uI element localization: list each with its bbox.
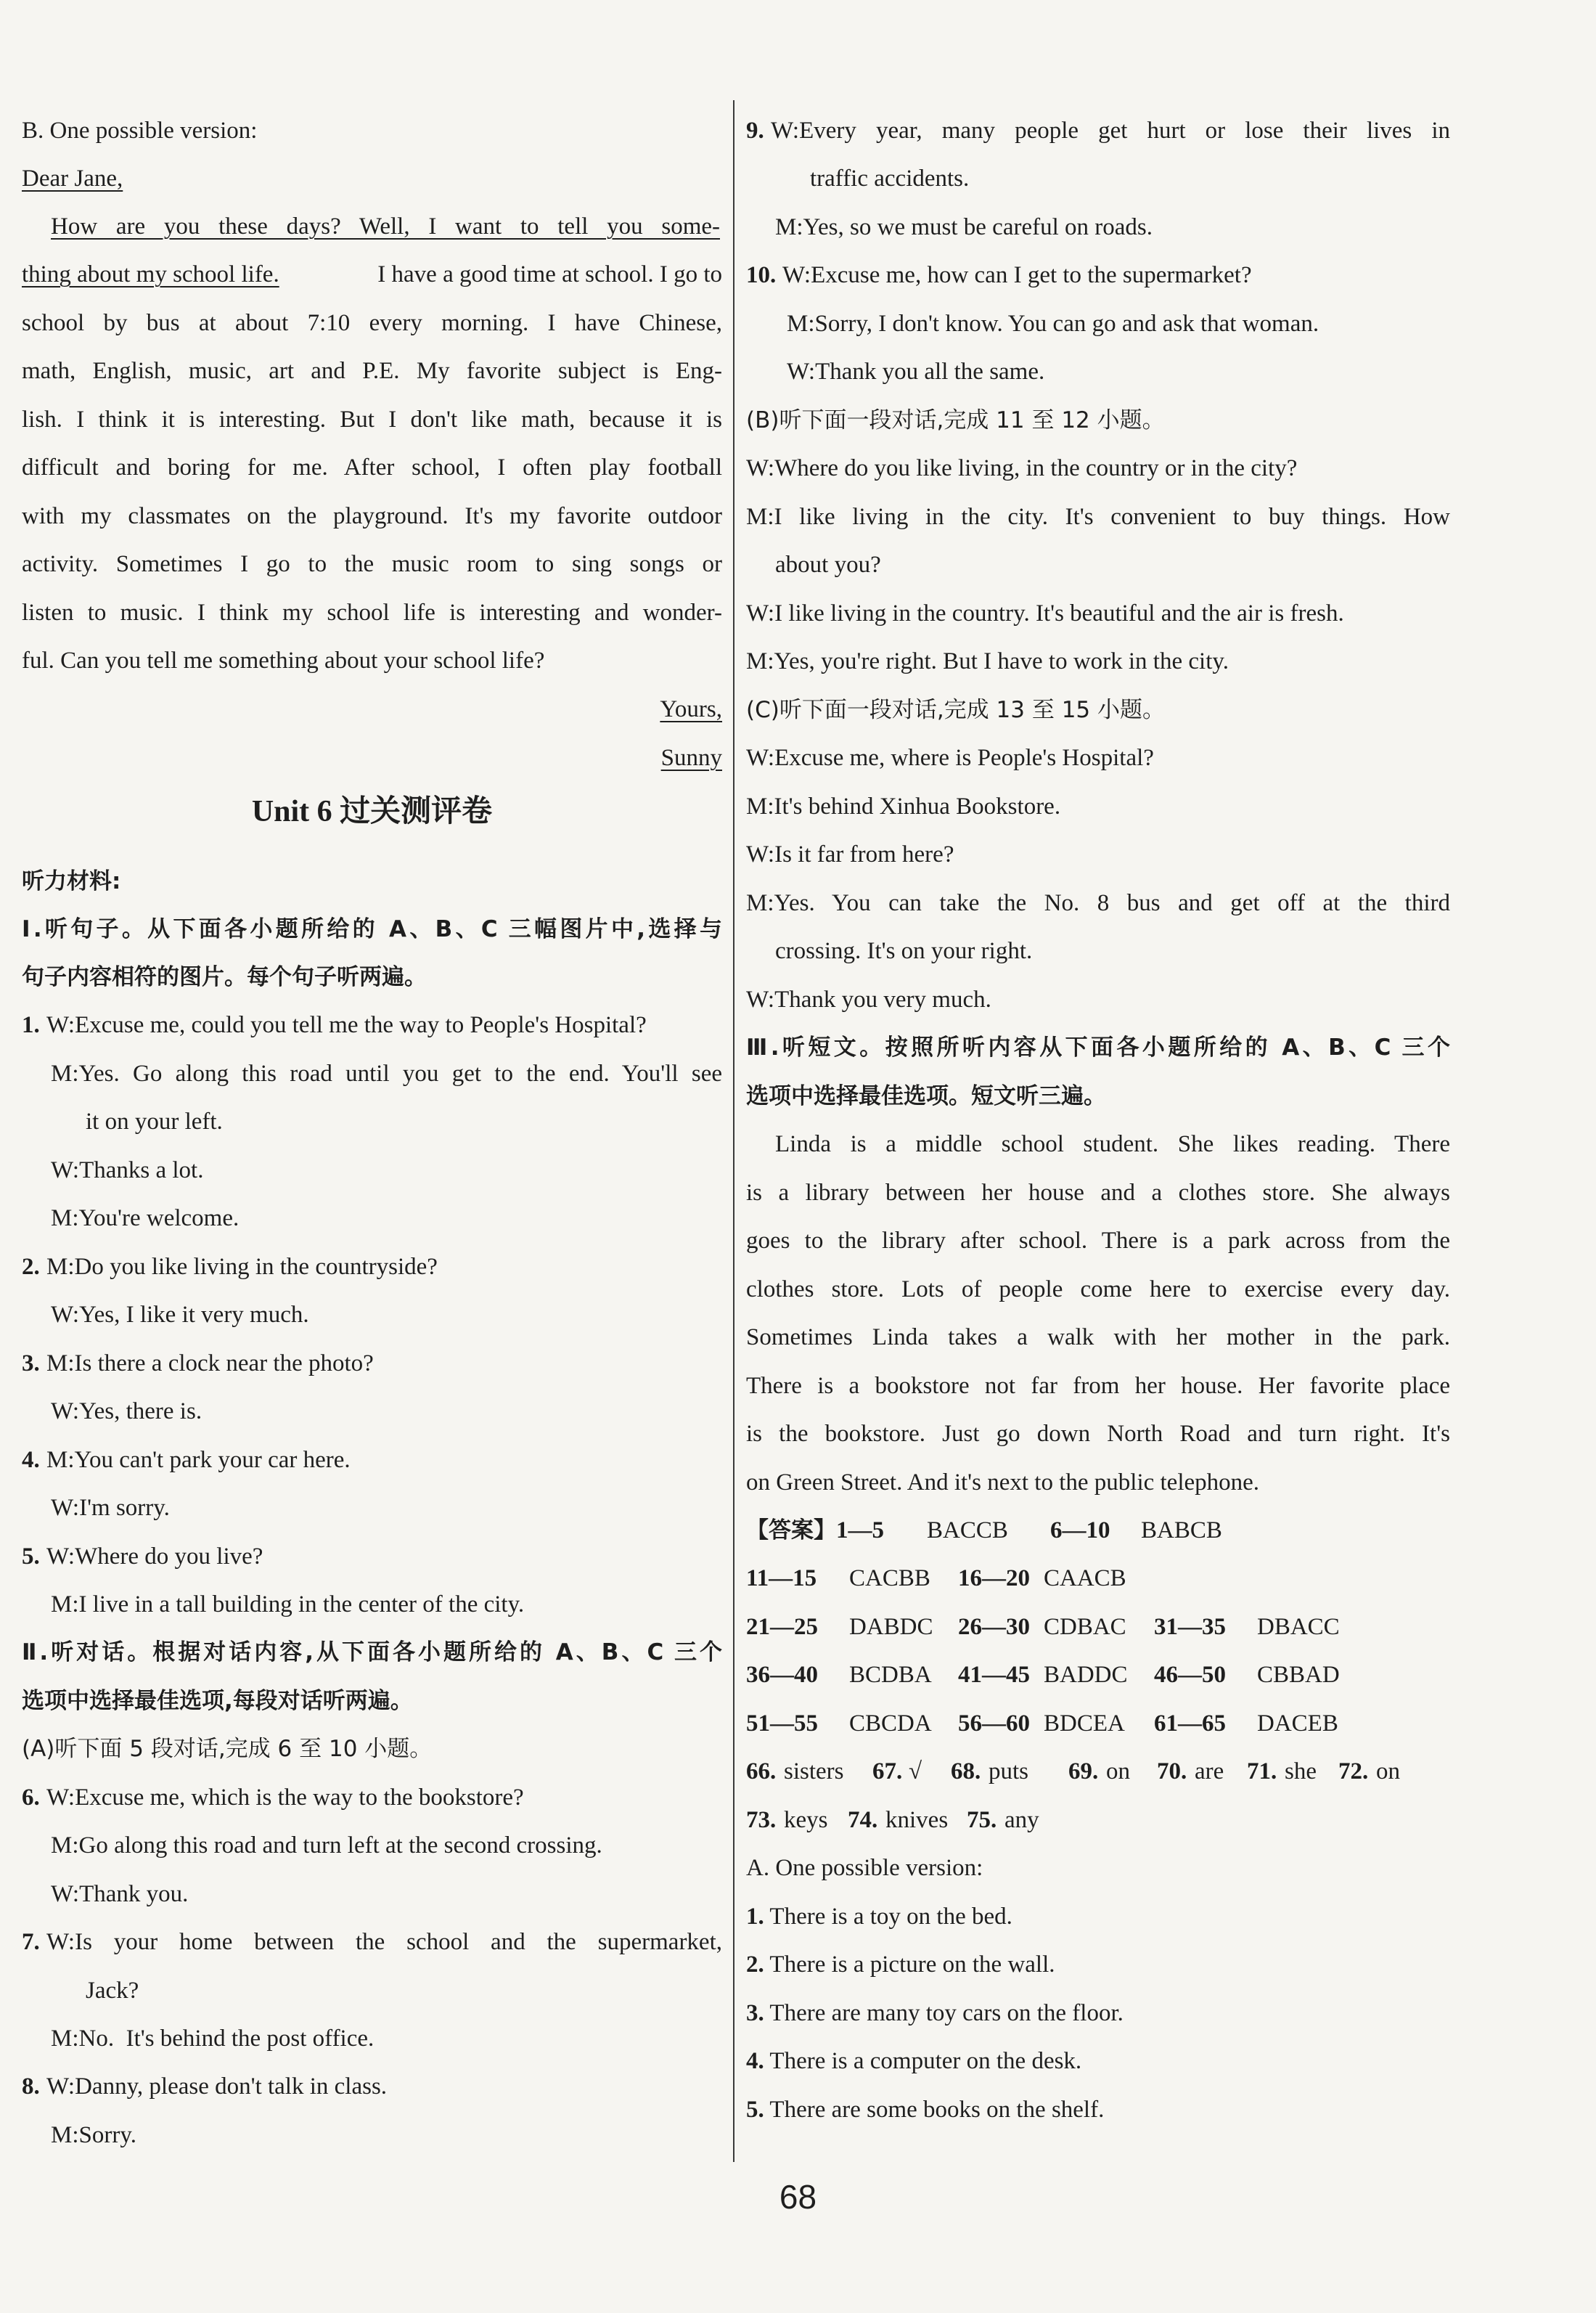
answer-range: 11—15 — [746, 1565, 817, 1591]
sentence-item — [746, 2094, 1104, 2126]
question-number: 4. — [22, 1447, 40, 1473]
answer-value: CDBAC — [1044, 1614, 1126, 1640]
dialogue-line: Jack? — [86, 1978, 139, 2004]
section-2-heading: Ⅱ.听对话。根据对话内容,从下面各小题所给的 A、B、C 三个 — [22, 1639, 722, 1665]
fill-number: 72. — [1338, 1758, 1369, 1784]
answer-range: 41—45 — [958, 1662, 1030, 1688]
answer-value: DBACC — [1257, 1614, 1340, 1640]
sentence-number: 2. — [746, 1951, 764, 1978]
fill-number: 74. — [848, 1807, 878, 1833]
answer-value: BDCEA — [1044, 1710, 1125, 1737]
dialogue-line: about you? — [775, 552, 881, 578]
section-2-heading-cont: 选项中选择最佳选项,每段对话听两遍。 — [22, 1688, 413, 1714]
unit-title: Unit 6 过关测评卷 — [251, 795, 493, 828]
page-number: 68 — [779, 2178, 817, 2216]
letter-line: ful. Can you tell me something about your school life? — [22, 648, 545, 674]
fill-value: are — [1195, 1758, 1224, 1784]
listening-label: 听力材料: — [22, 868, 121, 894]
sentence-text: There is a toy on the bed. — [769, 1904, 1012, 1930]
dialogue-line: M:Is there a clock near the photo? — [46, 1350, 374, 1376]
dialogue-line: W:Every year, many people get hurt or lose their lives in — [771, 118, 1450, 144]
dialogue-line: M:Yes, you're right. But I have to work in the city. — [746, 648, 1229, 674]
sentence-number: 4. — [746, 2048, 764, 2074]
letter-line: difficult and boring for me. After school, I often play football — [22, 454, 722, 481]
dialogue-line: W:Excuse me, where is People's Hospital? — [746, 745, 1154, 771]
dialogue-line: M:Sorry. — [51, 2122, 136, 2148]
passage-line: is a library between her house and a clothes store. She always — [746, 1180, 1450, 1206]
dialogue-line: M:You can't park your car here. — [46, 1447, 351, 1473]
passage-line: is the bookstore. Just go down North Road and turn right. It's — [746, 1421, 1450, 1447]
letter-line: school by bus at about 7:10 every morning. I have Chinese, — [22, 310, 722, 336]
passage-line: There is a bookstore not far from her house. Her favorite place — [746, 1373, 1450, 1399]
dialogue-line: W:Thank you very much. — [746, 987, 991, 1013]
question-number: 1. — [22, 1012, 40, 1038]
answer-row — [746, 1514, 1222, 1546]
dialogue-line: M:I like living in the city. It's convenient to buy things. How — [746, 504, 1450, 530]
question-number: 9. — [746, 118, 764, 144]
sentence-item — [746, 1997, 1124, 2029]
dialogue-line: M:Yes. Go along this road until you get to the end. You'll see — [51, 1061, 722, 1087]
fill-value: sisters — [784, 1758, 844, 1784]
dialogue-line: M:Sorry, I don't know. You can go and ask that woman. — [787, 311, 1319, 337]
sentence-item — [746, 1949, 1055, 1980]
fill-value: knives — [885, 1807, 949, 1833]
answer-value: CBCDA — [849, 1710, 932, 1737]
fill-value: √ — [909, 1758, 922, 1784]
fill-number: 75. — [967, 1807, 997, 1833]
dialogue-line: M:You're welcome. — [51, 1205, 240, 1231]
dialogue-line: W:Is your home between the school and the supermarket, — [46, 1929, 722, 1955]
answer-value: BACCB — [927, 1517, 1008, 1543]
question-number: 8. — [22, 2073, 40, 2100]
column-divider — [733, 100, 734, 2162]
sentence-item — [746, 2045, 1081, 2077]
dialogue-line: W:Excuse me, how can I get to the supermarket? — [782, 262, 1252, 288]
fill-value: on — [1376, 1758, 1400, 1784]
letter-line: math, English, music, art and P.E. My favorite subject is Eng- — [22, 358, 722, 384]
answer-value: DABDC — [849, 1614, 933, 1640]
sentence-text: There is a computer on the desk. — [769, 2048, 1082, 2074]
dialogue-line: W:Yes, I like it very much. — [51, 1302, 309, 1328]
dialogue-line: M:I live in a tall building in the center of the city. — [51, 1591, 525, 1618]
part-c-heading: (C)听下面一段对话,完成 13 至 15 小题。 — [746, 697, 1165, 723]
dialogue-line: M:It's behind Xinhua Bookstore. — [746, 794, 1061, 820]
letter-signature: Sunny — [660, 745, 722, 771]
letter-closing: Yours, — [660, 696, 722, 722]
letter-underlined: thing about my school life. — [22, 261, 279, 287]
sentence-number: 3. — [746, 2000, 764, 2026]
answer-value: BADDC — [1044, 1662, 1128, 1688]
question-number: 6. — [22, 1784, 40, 1811]
question-number: 7. — [22, 1929, 40, 1955]
dialogue-line: W:Where do you live? — [46, 1543, 263, 1570]
answer-value: DACEB — [1257, 1710, 1338, 1737]
fill-answer-row — [746, 1755, 1400, 1787]
passage-line: Sometimes Linda takes a walk with her mother in the park. — [746, 1324, 1450, 1350]
sentence-item — [746, 1901, 1012, 1933]
sentence-number: 5. — [746, 2097, 764, 2123]
dialogue-line: W:Yes, there is. — [51, 1398, 202, 1424]
fill-number: 71. — [1247, 1758, 1277, 1784]
answer-range: 16—20 — [958, 1565, 1030, 1591]
question-number: 10. — [746, 262, 777, 288]
section-3-heading-cont: 选项中选择最佳选项。短文听三遍。 — [746, 1083, 1106, 1109]
letter-line-rest: I have a good time at school. I go to — [372, 261, 722, 287]
answer-range: 51—55 — [746, 1710, 818, 1737]
answer-row — [746, 1611, 1340, 1643]
passage-line: on Green Street. And it's next to the public telephone. — [746, 1469, 1260, 1496]
version-a-intro: A. One possible version: — [746, 1855, 983, 1881]
letter-greeting: Dear Jane, — [22, 166, 123, 192]
answer-range: 1—5 — [836, 1517, 884, 1543]
answers-label: 【答案】 — [746, 1517, 836, 1543]
fill-number: 73. — [746, 1807, 777, 1833]
letter-line: How are you these days? Well, I want to tell you some- — [51, 213, 720, 240]
answer-range: 6—10 — [1050, 1517, 1110, 1543]
fill-number: 66. — [746, 1758, 777, 1784]
question-number: 3. — [22, 1350, 40, 1376]
answer-value: BCDBA — [849, 1662, 932, 1688]
fill-value: keys — [784, 1807, 828, 1833]
dialogue-line: traffic accidents. — [810, 166, 970, 192]
fill-number: 67. — [872, 1758, 903, 1784]
letter-line: with my classmates on the playground. It's my favorite outdoor — [22, 503, 722, 529]
fill-value: puts — [989, 1758, 1029, 1784]
fill-number: 70. — [1157, 1758, 1187, 1784]
letter-line — [22, 258, 722, 290]
letter-line: lish. I think it is interesting. But I don't like math, because it is — [22, 407, 722, 433]
dialogue-line: crossing. It's on your right. — [775, 938, 1033, 964]
fill-number: 68. — [951, 1758, 981, 1784]
fill-number: 69. — [1068, 1758, 1099, 1784]
passage-line: Linda is a middle school student. She likes reading. There — [775, 1131, 1450, 1157]
answer-range: 56—60 — [958, 1710, 1030, 1737]
answer-range: 26—30 — [958, 1614, 1030, 1640]
section-1-heading-cont: 句子内容相符的图片。每个句子听两遍。 — [22, 964, 427, 990]
dialogue-line: W:Is it far from here? — [746, 841, 954, 868]
dialogue-line: M:Do you like living in the countryside? — [46, 1254, 438, 1280]
fill-answer-row — [746, 1804, 1039, 1836]
dialogue-line: W:Excuse me, could you tell me the way to People's Hospital? — [46, 1012, 647, 1038]
dialogue-line: W:I like living in the country. It's beautiful and the air is fresh. — [746, 600, 1344, 627]
letter-line: listen to music. I think my school life is interesting and wonder- — [22, 600, 722, 626]
passage-line: clothes store. Lots of people come here to exercise every day. — [746, 1276, 1450, 1302]
sentence-text: There are some books on the shelf. — [769, 2097, 1105, 2123]
section-1-heading: Ⅰ.听句子。从下面各小题所给的 A、B、C 三幅图片中,选择与 — [22, 916, 722, 942]
section-3-heading: Ⅲ.听短文。按照所听内容从下面各小题所给的 A、B、C 三个 — [746, 1035, 1450, 1061]
fill-value: on — [1106, 1758, 1130, 1784]
dialogue-line: W:Thank you all the same. — [787, 359, 1045, 385]
sentence-number: 1. — [746, 1904, 764, 1930]
dialogue-line: W:Danny, please don't talk in class. — [46, 2073, 388, 2100]
dialogue-line: W:Thanks a lot. — [51, 1157, 204, 1183]
sentence-text: There is a picture on the wall. — [769, 1951, 1055, 1978]
dialogue-line: W:Thank you. — [51, 1881, 189, 1907]
dialogue-line: W:Excuse me, which is the way to the bookstore? — [46, 1784, 524, 1811]
dialogue-line: it on your left. — [86, 1109, 223, 1135]
sentence-text: There are many toy cars on the floor. — [769, 2000, 1124, 2026]
dialogue-line: W:Where do you like living, in the country or in the city? — [746, 455, 1298, 481]
dialogue-line: M:Go along this road and turn left at the second crossing. — [51, 1832, 602, 1859]
answer-value: CACBB — [849, 1565, 930, 1591]
question-number: 2. — [22, 1254, 40, 1280]
dialogue-line: M:Yes. You can take the No. 8 bus and get off at the third — [746, 890, 1450, 916]
fill-value: she — [1285, 1758, 1317, 1784]
letter-intro: B. One possible version: — [22, 118, 258, 144]
letter-line: activity. Sometimes I go to the music room to sing songs or — [22, 551, 722, 577]
answer-range: 36—40 — [746, 1662, 818, 1688]
fill-value: any — [1004, 1807, 1039, 1833]
answer-range: 21—25 — [746, 1614, 818, 1640]
part-b-heading: (B)听下面一段对话,完成 11 至 12 小题。 — [746, 407, 1165, 433]
answer-row — [746, 1708, 1338, 1739]
dialogue-line: M:Yes, so we must be careful on roads. — [775, 214, 1153, 240]
answer-row — [746, 1659, 1340, 1691]
answer-value: CAACB — [1044, 1565, 1126, 1591]
answer-range: 61—65 — [1154, 1710, 1226, 1737]
part-a-heading: (A)听下面 5 段对话,完成 6 至 10 小题。 — [22, 1736, 433, 1762]
answer-value: BABCB — [1141, 1517, 1222, 1543]
passage-line: goes to the library after school. There is a park across from the — [746, 1228, 1450, 1254]
answer-range: 46—50 — [1154, 1662, 1226, 1688]
answer-value: CBBAD — [1257, 1662, 1340, 1688]
answer-range: 31—35 — [1154, 1614, 1226, 1640]
dialogue-line: M:No. It's behind the post office. — [51, 2026, 375, 2052]
dialogue-line: W:I'm sorry. — [51, 1495, 170, 1521]
answer-row — [746, 1562, 1126, 1594]
question-number: 5. — [22, 1543, 40, 1570]
